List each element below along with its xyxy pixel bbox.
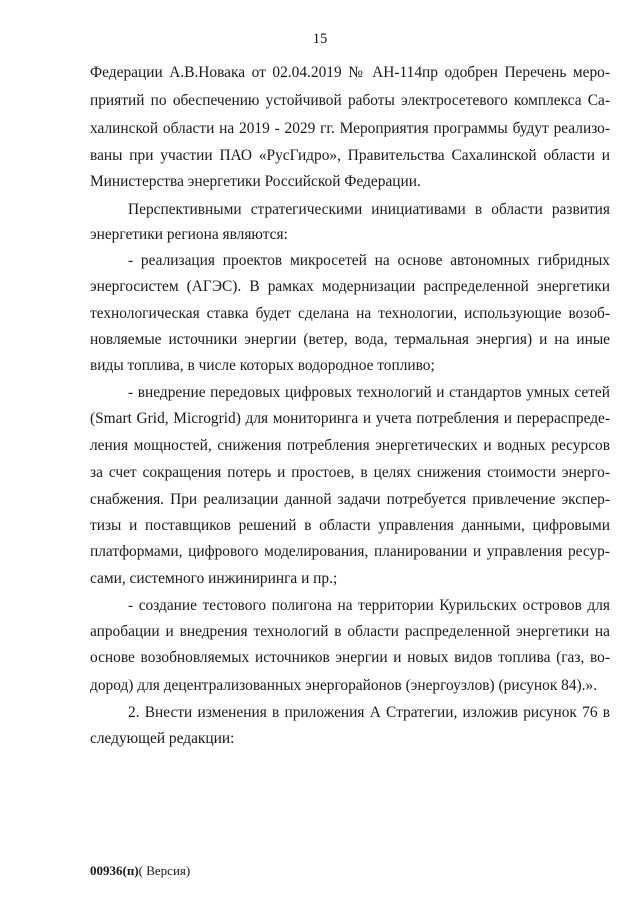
page-number: 15 (312, 31, 328, 47)
text-line: платформами, цифрового моделирования, планировании и управления ресур- (90, 543, 610, 560)
text-line: снабжения. При реализации данной задачи потребуется привлечение экспер- (90, 491, 610, 508)
text-line: - создание тестового полигона на территории Курильских островов для (128, 597, 610, 614)
text-line: энергетики региона являются: (90, 226, 288, 243)
text-line: - реализация проектов микросетей на основе автономных гибридных (128, 252, 610, 269)
text-line: Министерства энергетики Российской Федерации. (90, 173, 421, 190)
text-line: 2. Внести изменения в приложения А Стратегии, изложив рисунок 76 в (128, 704, 610, 721)
text-line: дород) для децентрализованных энергорайонов (энергоузлов) (рисунок 84).». (90, 677, 598, 694)
text-line: Перспективными стратегическими инициативами в области развития (128, 201, 610, 218)
text-line: (Smart Grid, Microgrid) для мониторинга и учета потребления и перераспреде- (90, 410, 610, 427)
text-line: - внедрение передовых цифровых технологий и стандартов умных сетей (128, 384, 610, 401)
text-line: апробации и внедрения технологий в области распределенной энергетики на (90, 623, 610, 640)
text-line: ваны при участии ПАО «РусГидро», Правительства Сахалинской области и (90, 147, 610, 164)
text-line: Федерации А.В.Новака от 02.04.2019 № АН-114пр одобрен Перечень меро- (90, 64, 610, 81)
document-footer (90, 862, 190, 880)
text-line: тизы и поставщиков решений в области управления данными, цифровыми (90, 517, 610, 534)
document-code: 00936(п) (90, 863, 139, 878)
text-line: халинской области на 2019 - 2029 гг. Мероприятия программы будут реализо- (90, 120, 610, 137)
text-line: энергосистем (АГЭС). В рамках модернизации распределенной энергетики (90, 278, 610, 295)
text-line: основе возобновляемых источников энергии и новых видов топлива (газ, во- (90, 649, 610, 666)
text-line: следующей редакции: (90, 730, 235, 747)
text-line: новляемые источники энергии (ветер, вода, термальная энергия) и на иные (90, 331, 610, 348)
text-line: виды топлива, в числе которых водородное топливо; (90, 357, 435, 374)
text-line: за счет сокращения потерь и простоев, в целях снижения стоимости энерго- (90, 464, 610, 481)
text-line: технологическая ставка будет сделана на технологии, использующие возоб- (90, 305, 610, 322)
text-line: сами, системного инжиниринга и пр.; (90, 570, 338, 587)
text-line: приятий по обеспечению устойчивой работы электросетевого комплекса Са- (90, 92, 610, 109)
document-version-label: ( Версия) (138, 863, 191, 878)
text-line: ления мощностей, снижения потребления энергетических и водных ресурсов (90, 437, 610, 454)
